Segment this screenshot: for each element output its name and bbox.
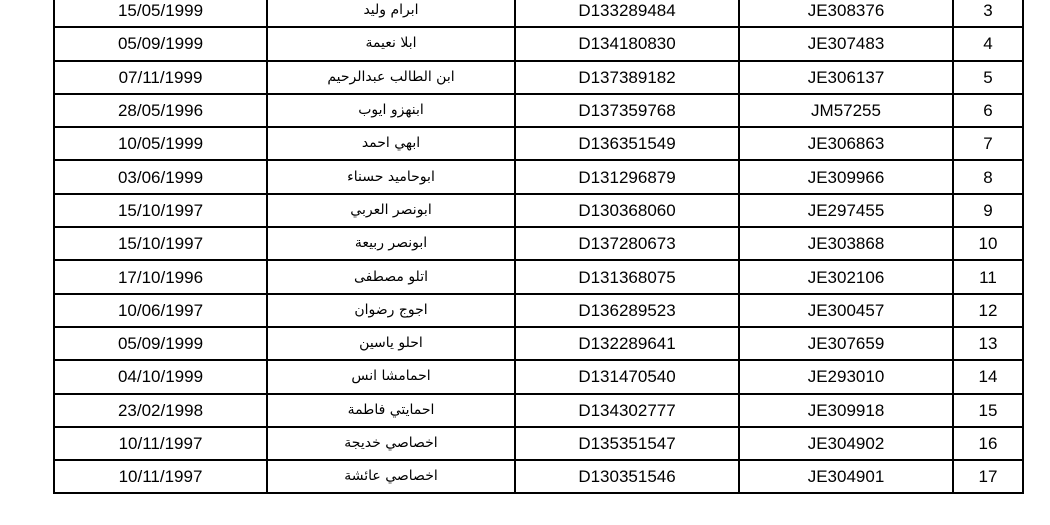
row-number-cell: 10: [953, 227, 1023, 260]
table-row: [54, 94, 1023, 127]
birth-date-cell: 15/05/1999: [54, 0, 267, 27]
registration-number-cell: JE306137: [739, 61, 953, 94]
row-number-cell: 12: [953, 294, 1023, 327]
table-row: [54, 227, 1023, 260]
birth-date-cell: 10/11/1997: [54, 460, 267, 493]
registration-number-cell: JE308376: [739, 0, 953, 27]
table-row: [54, 194, 1023, 227]
registration-number-cell: JE297455: [739, 194, 953, 227]
student-code-cell: D130368060: [515, 194, 739, 227]
table-row: [54, 360, 1023, 393]
row-number-cell: 14: [953, 360, 1023, 393]
full-name-cell: اخصاصي عائشة: [267, 460, 515, 493]
student-code-cell: D131470540: [515, 360, 739, 393]
registration-number-cell: JE309918: [739, 394, 953, 427]
row-number-cell: 15: [953, 394, 1023, 427]
table-row: [54, 127, 1023, 160]
full-name-cell: احمامشا انس: [267, 360, 515, 393]
full-name-cell: احمايتي فاطمة: [267, 394, 515, 427]
table-row: [54, 27, 1023, 60]
full-name-cell: ابونصر العربي: [267, 194, 515, 227]
registration-number-cell: JE304902: [739, 427, 953, 460]
student-code-cell: D130351546: [515, 460, 739, 493]
registration-number-cell: JE307659: [739, 327, 953, 360]
birth-date-cell: 04/10/1999: [54, 360, 267, 393]
full-name-cell: ابرام وليد: [267, 0, 515, 27]
table-row: [54, 327, 1023, 360]
full-name-cell: ابنهزو ايوب: [267, 94, 515, 127]
row-number-cell: 8: [953, 160, 1023, 193]
birth-date-cell: 03/06/1999: [54, 160, 267, 193]
student-code-cell: D134302777: [515, 394, 739, 427]
birth-date-cell: 15/10/1997: [54, 227, 267, 260]
full-name-cell: احلو ياسين: [267, 327, 515, 360]
row-number-cell: 5: [953, 61, 1023, 94]
student-code-cell: D132289641: [515, 327, 739, 360]
full-name-cell: اتلو مصطفى: [267, 260, 515, 293]
row-number-cell: 3: [953, 0, 1023, 27]
student-code-cell: D134180830: [515, 27, 739, 60]
table-row: [54, 61, 1023, 94]
row-number-cell: 16: [953, 427, 1023, 460]
student-code-cell: D136351549: [515, 127, 739, 160]
birth-date-cell: 10/11/1997: [54, 427, 267, 460]
birth-date-cell: 05/09/1999: [54, 327, 267, 360]
student-list-table: [53, 0, 1024, 494]
registration-number-cell: JE304901: [739, 460, 953, 493]
table-row: [54, 294, 1023, 327]
registration-number-cell: JE306863: [739, 127, 953, 160]
student-code-cell: D133289484: [515, 0, 739, 27]
student-code-cell: D135351547: [515, 427, 739, 460]
full-name-cell: ابونصر ربيعة: [267, 227, 515, 260]
full-name-cell: اخصاصي خديجة: [267, 427, 515, 460]
registration-number-cell: JE302106: [739, 260, 953, 293]
registration-number-cell: JE303868: [739, 227, 953, 260]
row-number-cell: 7: [953, 127, 1023, 160]
student-code-cell: D131296879: [515, 160, 739, 193]
registration-number-cell: JM57255: [739, 94, 953, 127]
table-row: [54, 460, 1023, 493]
full-name-cell: ابن الطالب عبدالرحيم: [267, 61, 515, 94]
student-list-table-container: [53, 0, 1022, 494]
birth-date-cell: 07/11/1999: [54, 61, 267, 94]
table-row: [54, 160, 1023, 193]
full-name-cell: ابهي احمد: [267, 127, 515, 160]
full-name-cell: ابلا نعيمة: [267, 27, 515, 60]
table-row: [54, 394, 1023, 427]
student-code-cell: D137389182: [515, 61, 739, 94]
birth-date-cell: 28/05/1996: [54, 94, 267, 127]
row-number-cell: 9: [953, 194, 1023, 227]
table-row: [54, 427, 1023, 460]
table-row: [54, 260, 1023, 293]
student-code-cell: D137359768: [515, 94, 739, 127]
registration-number-cell: JE307483: [739, 27, 953, 60]
birth-date-cell: 23/02/1998: [54, 394, 267, 427]
row-number-cell: 4: [953, 27, 1023, 60]
student-code-cell: D136289523: [515, 294, 739, 327]
registration-number-cell: JE300457: [739, 294, 953, 327]
full-name-cell: اجوج رضوان: [267, 294, 515, 327]
birth-date-cell: 10/05/1999: [54, 127, 267, 160]
row-number-cell: 6: [953, 94, 1023, 127]
registration-number-cell: JE309966: [739, 160, 953, 193]
birth-date-cell: 05/09/1999: [54, 27, 267, 60]
student-code-cell: D137280673: [515, 227, 739, 260]
birth-date-cell: 10/06/1997: [54, 294, 267, 327]
registration-number-cell: JE293010: [739, 360, 953, 393]
table-body: [54, 0, 1023, 493]
birth-date-cell: 15/10/1997: [54, 194, 267, 227]
row-number-cell: 17: [953, 460, 1023, 493]
row-number-cell: 11: [953, 260, 1023, 293]
row-number-cell: 13: [953, 327, 1023, 360]
birth-date-cell: 17/10/1996: [54, 260, 267, 293]
student-code-cell: D131368075: [515, 260, 739, 293]
full-name-cell: ابوحاميد حسناء: [267, 160, 515, 193]
table-row: [54, 0, 1023, 27]
